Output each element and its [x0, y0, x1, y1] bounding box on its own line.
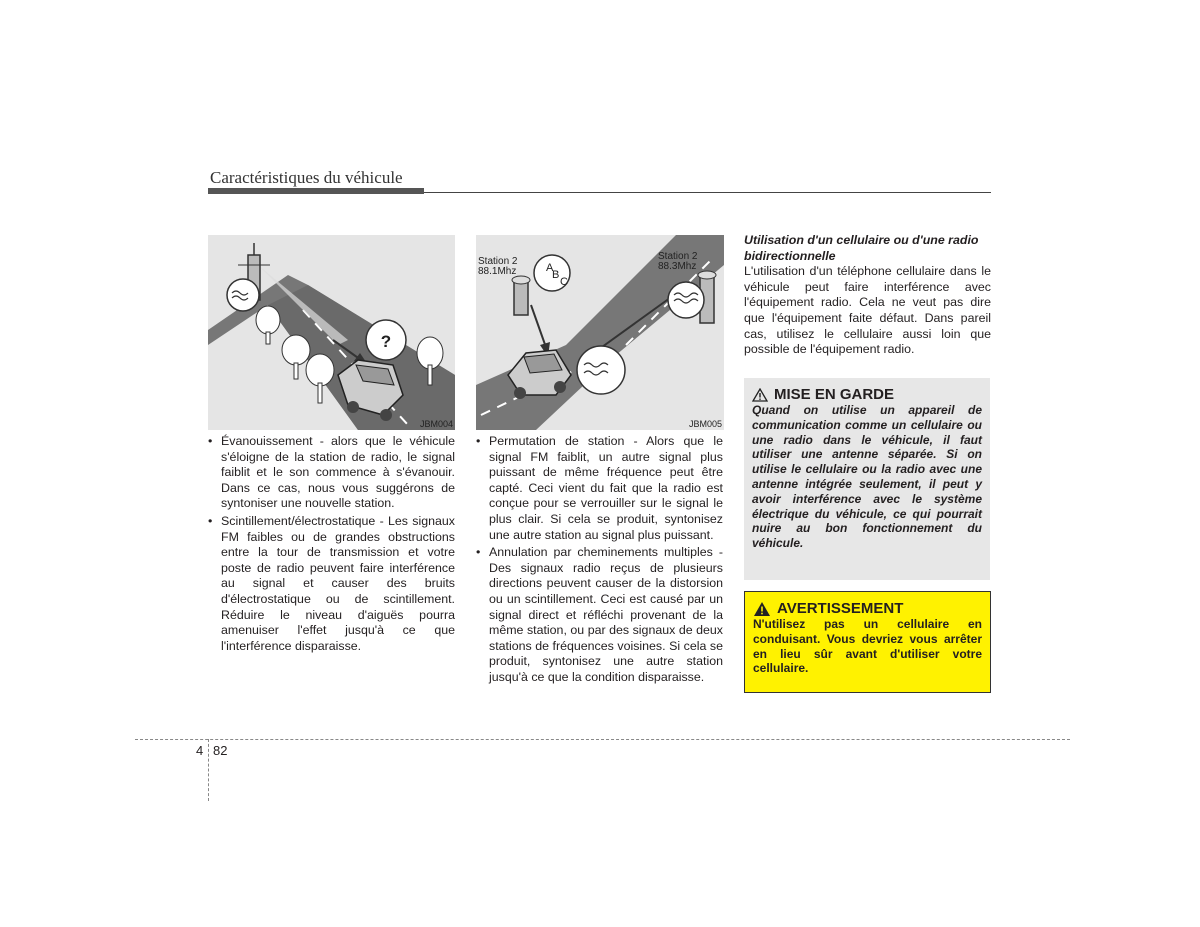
footer-divider [208, 739, 209, 801]
bubble-b: B [552, 269, 560, 281]
column-2-text [475, 434, 723, 686]
footer-rule [135, 739, 1070, 740]
bullet-static: • Scintillement/électrostatique - Les signaux FM faibles ou de grandes obstructions entre la tour de transmission et votre poste de radio peuvent faire interférence au signal et causer des bruits d'électrostatique ou de scintillement. Réduire le niveau d'aiguës pourra amenuiser l'effet jusqu'à ce que l'interférence disparaisse. [207, 514, 455, 654]
warning-triangle-icon [753, 601, 771, 617]
figure-fading [208, 235, 455, 430]
chapter-number: 4 [196, 743, 204, 758]
title-underline-thin [424, 192, 991, 193]
figure-station-switch [476, 235, 724, 430]
caution-box [744, 378, 990, 580]
caution-title: MISE EN GARDE [774, 386, 895, 403]
figure-code: JBM004 [419, 419, 453, 429]
warning-box [744, 591, 991, 693]
station-right-name: Station 2 [658, 251, 698, 262]
bullet-fading: • Évanouissement - alors que le véhicule s'éloigne de la station de radio, le signal faiblit et le son commence à s'évanouir. Dans ce cas, nous vous suggérons de syntoniser une nouvelle station. [207, 434, 455, 512]
column-1-text [207, 434, 455, 654]
cellphone-paragraph: L'utilisation d'un téléphone cellulaire dans le véhicule peut faire interférence avec l'équipement radio. Cela ne veut pas dire que l'équipement faite défaut. Dans pareil cas, utilisez le cellulaire aussi loin que possible de l'équipement radio. [744, 264, 991, 357]
column-3-text [744, 233, 991, 358]
station-left-freq: 88.1Mhz [478, 266, 517, 277]
section-title: Caractéristiques du véhicule [210, 168, 403, 187]
cellphone-heading: Utilisation d'un cellulaire ou d'une radio bidirectionnelle [744, 233, 979, 263]
caution-triangle-icon [752, 388, 768, 402]
bubble-c: C [560, 276, 568, 288]
page-number: 82 [213, 743, 228, 758]
station-right-freq: 88.3Mhz [658, 261, 697, 272]
warning-body: N'utilisez pas un cellulaire en conduisant. Vous devriez vous arrêter en lieu sûr avant d'utiliser votre cellulaire. [753, 617, 982, 676]
bubble-a: A [546, 262, 554, 274]
figure-code: JBM005 [688, 419, 722, 429]
caution-body: Quand on utilise un appareil de communication comme un cellulaire ou une radio dans le véhicule, il faut utiliser une antenne séparée. Si on utilise le cellulaire ou la radio avec une antenne intégrée seulement, il peut y avoir interférence avec le système électrique du véhicule, ce qui pourrait nuire au bon fonctionnement du véhicule. [752, 403, 982, 551]
station-left-name: Station 2 [478, 256, 518, 267]
bullet-multipath: • Annulation par cheminements multiples - Des signaux radio reçus de plusieurs directions peuvent causer de la distorsion ou un scintillement. Ceci est causé par un signal direct et réfléchi provenant de la même station, ou par des signaux de deux stations de fréquences voisines. Si cela se produit, syntonisez une autre station jusqu'à ce que la condition disparaisse. [475, 545, 723, 685]
title-underline-thick [208, 188, 424, 194]
fading-illustration [208, 235, 455, 430]
bullet-station-switch: • Permutation de station - Alors que le signal FM faiblit, un autre signal plus puissant de même fréquence peut être capté. Ceci vient du fait que la radio est conçue pour se verrouiller sur le signal le plus clair. Si cela se produit, syntonisez une autre station au signal plus puissant. [475, 434, 723, 543]
bubble-question: ? [380, 332, 392, 351]
warning-title: AVERTISSEMENT [777, 600, 904, 617]
